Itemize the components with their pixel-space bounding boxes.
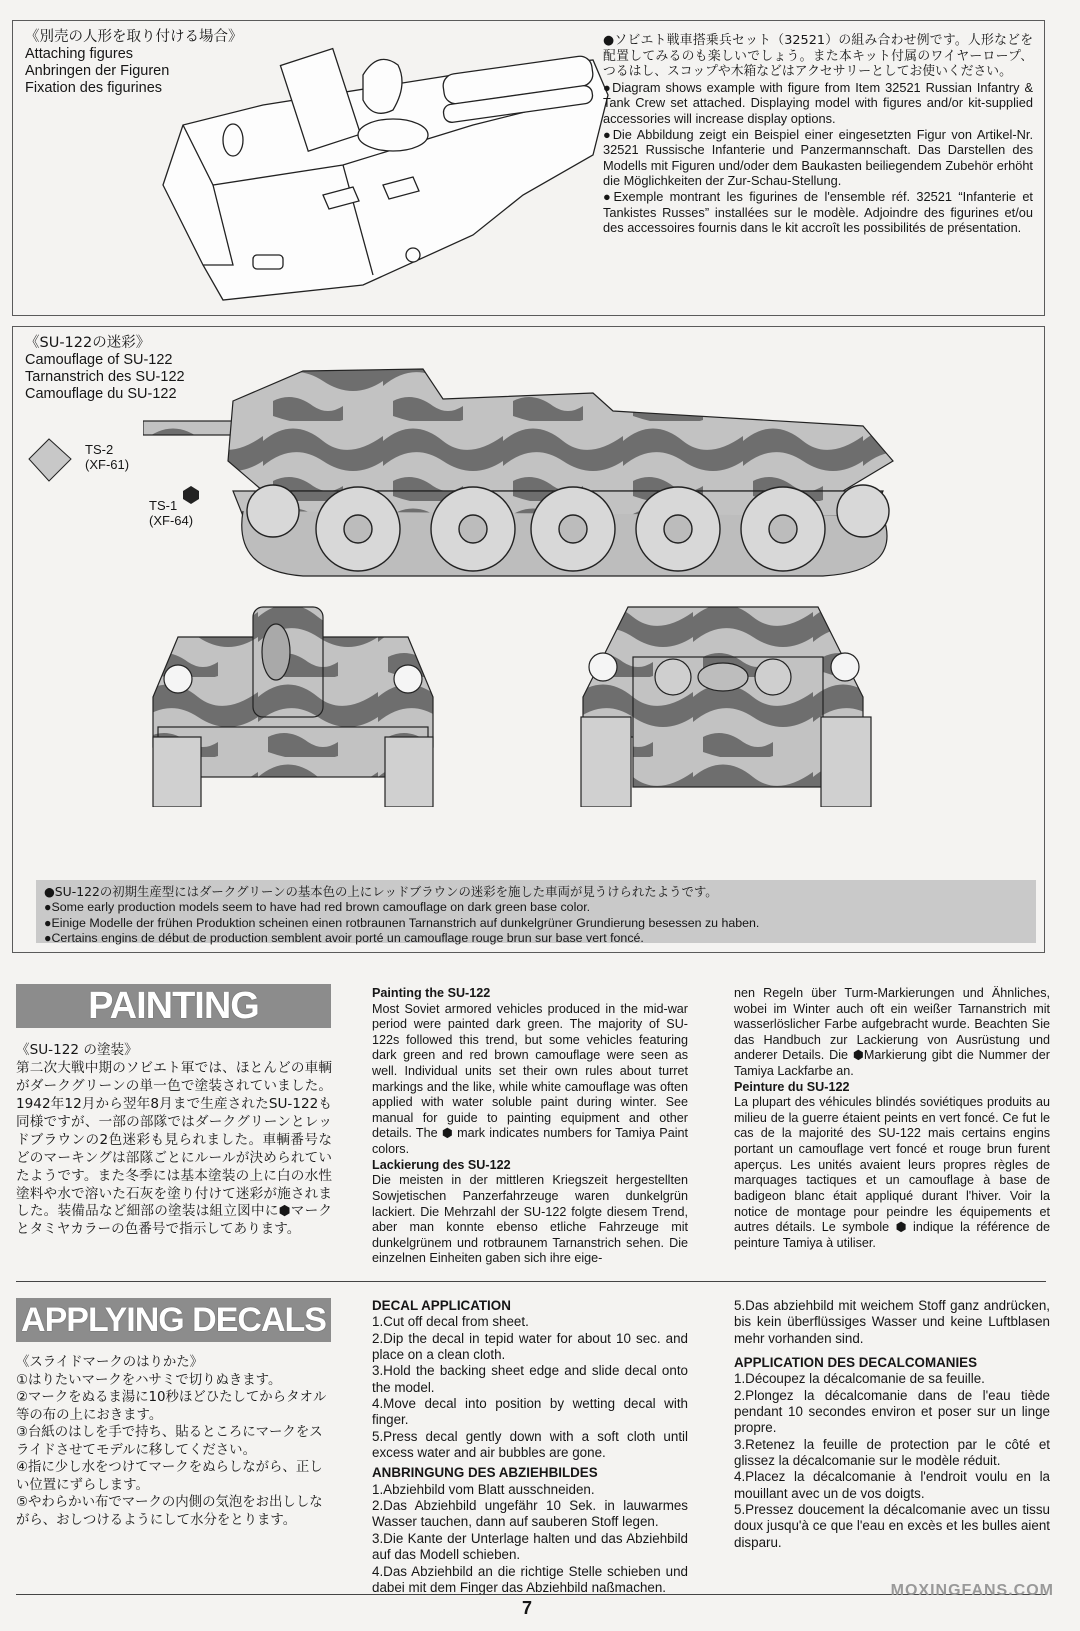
camouflage-note <box>36 880 1036 946</box>
paint-mark-icon: ⬢ <box>278 1203 291 1220</box>
decals-jp-step: ⑤やわらかい布でマークの内側の気泡をお出ししながら、おしつけるようにして水分をとります。 <box>16 1495 323 1528</box>
page-number: 7 <box>522 1598 533 1618</box>
painting-jp-title: 《SU-122 の塗装》 <box>16 1042 138 1058</box>
wheel-hub <box>559 515 587 543</box>
decals-de-step: 5.Das abziehbild mit weichem Stoff ganz andrücken, bis kein überflüssiges Wasser und keine Luftblasen mehr vorhanden sind. <box>734 1298 1050 1346</box>
painting-banner: PAINTING <box>16 984 331 1028</box>
decals-fr-step: 5.Pressez doucement la décalcomanie avec un tissu doux jusqu'à ce que l'eau en excès et les bulles aient disparu. <box>734 1502 1050 1550</box>
wheel-hub <box>769 515 797 543</box>
decals-de-fr-column <box>734 1298 1050 1551</box>
attaching-title-fr: Fixation des figurines <box>25 80 163 97</box>
attaching-note-fr: ●Exemple montrant les figurines de l'ensemble réf. 32521 “Infanterie et Tankistes Russes” installées sur le modèle. Adjoindre des figurines et/ou des accessoires fournis dans le kit accroît les possibilités de présentation. <box>603 189 1033 236</box>
decals-jp-step: ②マークをぬるま湯に10秒ほどひたしてからタオル等の布の上におきます。 <box>16 1390 327 1423</box>
painting-de-body: Die meisten in der mittleren Kriegszeit hergestellten Sowjetischen Panzerfahrzeuge waren dunkelgrün lackiert. Die Mehrzahl der SU-122 folgte diesem Trend, aber man konnte ebenso etliche Fahrzeuge mit dunkelgrünem und rotbraunem Tarnanstrich sehen. Die einzelnen Einheiten gaben sich ihre eige- <box>372 1173 688 1266</box>
decals-jp-step: ①はりたいマークをハサミで切りぬきます。 <box>16 1372 282 1388</box>
decals-fr-step: 4.Placez la décalcomanie à l'endroit voulu en la mouillant avec un de vos doigts. <box>734 1469 1050 1501</box>
decals-en-step: 4.Move decal into position by wetting decal with finger. <box>372 1396 688 1428</box>
camouflage-note-jp: ●SU-122の初期生産型にはダークグリーンの基本色の上にレッドブラウンの迷彩を施した車両が見うけられたようです。 <box>44 884 718 899</box>
attaching-figures-panel <box>12 20 1045 316</box>
decals-de-title: ANBRINGUNG DES ABZIEHBILDES <box>372 1465 598 1481</box>
decals-de-step: 1.Abziehbild vom Blatt ausschneiden. <box>372 1481 595 1497</box>
attaching-note-en: ●Diagram shows example with figure from Item 32521 Russian Infantry & Tank Crew set attached. Displaying model with figures and/or kit-supplied accessories will increase display options. <box>603 79 1033 127</box>
attaching-note-jp: ●ソビエト戦車搭乗兵セット（32521）の組み合わせ例です。人形などを配置してみるのも楽しいでしょう。また本キット付属のワイヤーロープ、つるはし、スコップや木箱などはアクセサリーとしてお使いください。 <box>603 33 1033 80</box>
camouflage-title-jp: 《SU-122の迷彩》 <box>25 335 151 351</box>
decals-fr-step: 1.Découpez la décalcomanie de sa feuille. <box>734 1371 985 1387</box>
paint-alt-ts2: (XF-61) <box>85 456 130 472</box>
wheel-hub <box>664 515 692 543</box>
tank-figure-illustration <box>143 35 613 305</box>
section-divider <box>16 1281 1046 1282</box>
decals-de-step: 3.Die Kante der Unterlage halten und das Abziehbild auf das Modell schieben. <box>372 1530 688 1563</box>
decals-de-step: 4.Das Abziehbild an die richtige Stelle schieben und dabei mit dem Finger das Abziehbild naßmachen. <box>372 1563 688 1595</box>
decals-en-step: 2.Dip the decal in tepid water for about 10 sec. and place on a clean cloth. <box>372 1330 688 1363</box>
watermark: MOXINGFANS.COM <box>890 1582 1054 1599</box>
painting-jp-body: 第二次大戦中期のソビエト軍では、ほとんどの車輌がダークグリーンの単一色で塗装されていました。1942年12月から翌年8月まで生産されたSU-122も同様ですが、一部の部隊ではダークグリーンとレッドブラウンの2色迷彩も見られました。車輌番号などのマーキングは部隊ごとにルールが決められていたようです。また冬季には基本塗装の上に白の水性塗料や水で溶いた石灰を塗り付けて迷彩が施されました。装備品など細部の塗装は組立図中に <box>16 1059 332 1220</box>
paint-mark-icon: ⬢ <box>441 1126 453 1141</box>
paint-code-ts1: TS-1 <box>149 498 178 513</box>
attaching-title-en: Attaching figures <box>25 46 134 63</box>
attaching-note-de: ●Die Abbildung zeigt ein Beispiel einer eingesetzten Figur von Artikel-Nr. 32521 Russische Infanterie und Panzermannschaft. Das Darstellen des Modells mit Figuren und/oder dem Baukasten beiliegendem Zubehör erhöht die Möglichkeiten der Zur-Schau-Stellung. <box>603 126 1033 189</box>
painting-jp-tail: マークとタミヤカラーの色番号で指示してあります。 <box>16 1203 333 1238</box>
painting-en-title: Painting the SU-122 <box>372 986 491 1000</box>
painting-fr-body: La plupart des véhicules blindés soviétiques produits au milieu de la guerre étaient peints en vert foncé. Ce fut le cas de la majorité des SU-122 mais certains engins portant un camouflage vert foncé et rouge brun furent aperçus. Les unités avaient leurs propres règles de marquages tactiques et un camouflage à base de badigeon blanc était appliqué durant l'hiver. Voir la notice de montage pour peindre les équipements et autres détails. Le symbole <box>734 1095 1050 1235</box>
wheel-hub <box>459 515 487 543</box>
decals-fr-step: 2.Plongez la décalcomanie dans de l'eau tiède pendant 10 secondes environ et poser sur un linge propre. <box>734 1387 1050 1436</box>
decals-fr-title: APPLICATION DES DECALCOMANIES <box>734 1355 978 1371</box>
su122-side-view <box>143 341 903 601</box>
camouflage-title-en: Camouflage of SU-122 <box>25 352 173 369</box>
decals-fr-step: 3.Retenez la feuille de protection par le côté et glissez la décalcomanie sur le modèle réduit. <box>734 1436 1050 1469</box>
camouflage-title-de: Tarnanstrich des SU-122 <box>25 369 185 386</box>
painting-de-fr-column <box>734 986 1050 1251</box>
wheel-hub <box>344 515 372 543</box>
decals-jp-step: ④指に少し水をつけてマークをぬらしながら、正しい位置にずらします。 <box>16 1460 323 1493</box>
painting-jp-column <box>16 1042 332 1239</box>
decals-jp-step: ③台紙のはしを手で持ち、貼るところにマークをスライドさせてモデルに移してください。 <box>16 1425 323 1458</box>
painting-fr-title: Peinture du SU-122 <box>734 1079 850 1094</box>
sprocket-wheel <box>837 485 889 537</box>
camouflage-title-fr: Camouflage du SU-122 <box>25 386 177 403</box>
painting-de-title: Lackierung des SU-122 <box>372 1157 511 1172</box>
painting-en-tail: mark indicates numbers for Tamiya Paint colors. <box>372 1126 688 1157</box>
camouflage-panel <box>12 326 1045 953</box>
decals-en-step: 1.Cut off decal from sheet. <box>372 1314 529 1330</box>
attaching-title-jp: 《別売の人形を取り付ける場合》 <box>25 29 243 45</box>
camouflage-note-de: ●Einige Modelle der frühen Produktion scheinen einen rotbraunen Tarnanstrich auf dunkelgrüner Grundierung besessen zu haben. <box>44 915 760 930</box>
su122-front-view <box>138 597 448 807</box>
paint-code-ts2: TS-2 <box>85 442 114 457</box>
decals-de-step: 2.Das Abziehbild ungefähr 10 Sek. in lauwarmes Wasser tauchen, dann auf sauberen Stoff legen. <box>372 1498 688 1530</box>
attaching-title-de: Anbringen der Figuren <box>25 63 170 80</box>
decals-en-step: 3.Hold the backing sheet edge and slide decal onto the model. <box>372 1363 688 1395</box>
su122-rear-view <box>573 597 883 807</box>
camouflage-note-en: ●Some early production models seem to have had red brown camouflage on dark green base color. <box>44 899 591 914</box>
paint-alt-ts1: (XF-64) <box>149 512 194 528</box>
painting-fr-tail: indique la référence de peinture Tamiya à utiliser. <box>734 1220 1051 1250</box>
sprocket-wheel <box>247 485 299 537</box>
attaching-note <box>603 33 1033 236</box>
decals-en-title: DECAL APPLICATION <box>372 1298 511 1313</box>
decals-en-step: 5.Press decal gently down with a soft cloth until excess water and air bubbles are gone. <box>372 1428 688 1461</box>
painting-en-body: Most Soviet armored vehicles produced in the mid-war period were painted dark green. The majority of SU-122s followed this trend, but some vehicles featuring dark green and red brown camouflage were seen as well. Individual units set their own rules about turret markings and the like, while white camouflage was often applied with water soluble paint during winter. See manual for guide to painting equipment and other details. The <box>372 1001 688 1141</box>
camouflage-note-fr: ●Certains engins de début de production semblent avoir porté un camouflage rouge brun sur base vert foncé. <box>44 931 644 946</box>
decals-banner: APPLYING DECALS <box>16 1298 331 1342</box>
decals-en-de-column <box>372 1298 688 1596</box>
painting-de-body2: nen Regeln über Turm-Markierungen und Ähnliches, wobei im Winter auch oft ein weißer Tarnanstrich mit wasserlöslicher Farbe aufgebracht wurde. Beachten Sie das Handbuch zur Lackierung von Ausrüstung und anderer Details. Die <box>734 986 1050 1063</box>
decals-jp-column <box>16 1354 332 1529</box>
decals-jp-title: 《スライドマークのはりかた》 <box>16 1355 204 1370</box>
paint-label-ts2 <box>85 443 129 473</box>
paint-mark-icon: ⬢ <box>852 1048 864 1063</box>
painting-en-de-column <box>372 986 688 1267</box>
paint-swatch-ts2 <box>27 437 73 483</box>
painting-de-tail: Markierung gibt die Nummer der Tamiya Lackfarbe an. <box>734 1048 1050 1079</box>
paint-mark-icon: ⬢ <box>895 1220 907 1235</box>
